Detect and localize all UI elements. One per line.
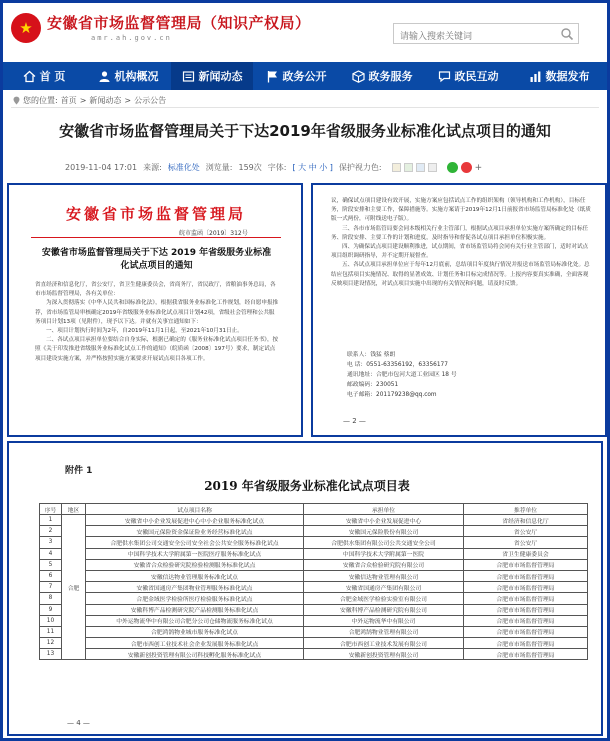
more-share-icon[interactable]: + xyxy=(474,162,483,173)
table-row xyxy=(40,604,588,615)
cell-project-name: 安徽新创投资管理有限公司科技孵化服务标准化试点 xyxy=(86,649,304,660)
cell-undertaker: 合肥市西创工业技术发展有限公司 xyxy=(304,638,464,649)
breadcrumb xyxy=(13,95,166,106)
site-title[interactable]: 安徽省市场监督管理局（知识产权局） xyxy=(47,14,311,32)
chart-icon xyxy=(529,70,542,83)
nav-gov-affairs[interactable] xyxy=(253,62,339,90)
cell-project-name: 中国科学技术大学附属第一医院医疗服务标准化试点 xyxy=(86,548,304,559)
phone-label: 电 话： xyxy=(347,362,367,368)
cell-recommender: 省经济和信息化厅 xyxy=(464,515,588,526)
share-bar xyxy=(447,162,483,173)
cell-project-name: 安徽省中小企业发展促进中心中小企业服务标准化试点 xyxy=(86,515,304,526)
col-header-recommender: 推荐单位 xyxy=(464,504,588,515)
chat-icon xyxy=(438,70,451,83)
cell-recommender: 合肥市市场监督管理局 xyxy=(464,559,588,570)
font-size-switcher[interactable]: [ 大 中 小 ] xyxy=(292,163,333,172)
swatch-green[interactable] xyxy=(404,163,413,172)
table-row xyxy=(40,548,588,559)
contact-email xyxy=(347,389,587,398)
cell-project-name: 安徽省国通房产集团物业管理服务标准化试点 xyxy=(86,582,304,593)
contact-person-label: 联系人： xyxy=(347,352,371,358)
attachment-label: 附件 1 xyxy=(65,466,93,476)
cell-index: 8 xyxy=(40,593,62,604)
cell-index: 12 xyxy=(40,638,62,649)
cell-recommender: 合肥市市场监督管理局 xyxy=(464,615,588,626)
document-page-2 xyxy=(311,183,607,437)
cell-recommender: 合肥市市场监督管理局 xyxy=(464,626,588,637)
doc-paragraph: 四、为确保试点项目建设顺利推进，试点期间，省市场监管局将会同有关行业主管部门，适时对试点项目组织调研指导，并不定期开展督查。 xyxy=(331,244,589,260)
contact-address xyxy=(347,369,587,378)
cell-project-name: 中外运物流华中有限公司合肥分公司仓储物流服务标准化试点 xyxy=(86,615,304,626)
address-label: 通讯地址： xyxy=(347,372,376,378)
search-icon[interactable] xyxy=(560,27,574,41)
nav-gov-services[interactable] xyxy=(339,62,425,90)
table-row xyxy=(40,515,588,526)
cell-undertaker: 合肥供水集团有限公司公共交通安全公司 xyxy=(304,537,464,548)
cell-recommender: 省公安厅 xyxy=(464,537,588,548)
pilot-project-table xyxy=(39,503,588,660)
cell-index: 13 xyxy=(40,649,62,660)
doc-paragraph: 为深入贯彻落实《中华人民共和国标准化法》，根据我省服务业标准化工作规划，经自愿申报推荐，省市场监管局审核确定2019年省级服务业标准化试点项目计划42项，省级社会管理和公共服务项目计划13项（见附件），现予以下达。并就有关事宜通知如下： xyxy=(35,300,279,325)
document-number: 皖市监函〔2019〕312号 xyxy=(179,230,248,237)
site-url: amr.ah.gov.cn xyxy=(91,34,172,42)
views-label: 浏览量: xyxy=(205,163,233,172)
contact-person xyxy=(347,349,587,358)
nav-data-release-label: 数据发布 xyxy=(545,70,590,83)
wechat-share-icon[interactable] xyxy=(447,162,458,173)
address-value: 合肥市包河大道工业园区 18 号 xyxy=(376,372,457,378)
nav-gov-services-label: 政务服务 xyxy=(368,70,413,83)
cell-project-name: 安徽信达物业管理服务标准化试点 xyxy=(86,570,304,581)
cell-undertaker: 合肥鸿鹄物业管理有限公司 xyxy=(304,626,464,637)
col-header-project: 试点项目名称 xyxy=(86,504,304,515)
cell-project-name: 安徽省合众检验研究院检验检测服务标准化试点 xyxy=(86,559,304,570)
doc-paragraph: 二、各试点项目承担单位要结合自身实际，根据已确定的《服务业标准化试点项目任务书》，按照《关于印发推进省级服务业标准化试点工作的通知》（皖质函〔2008〕197号）要求，制定试点项目建设实施方案，并严格按照实施方案要求开展试点项目各项工作。 xyxy=(35,337,279,362)
doc-paragraph: 省直经济和信息化厅，省公安厅，省卫生健康委员会，省商务厅，省民政厅，省粮油事务总局，各市市场监督管理局，各有关单位： xyxy=(35,282,276,298)
cell-index: 5 xyxy=(40,559,62,570)
cell-recommender: 省公安厅 xyxy=(464,526,588,537)
breadcrumb-home[interactable]: 首页 xyxy=(60,96,77,105)
document-body xyxy=(35,281,280,364)
cell-index: 3 xyxy=(40,537,62,548)
cell-recommender: 合肥市市场监督管理局 xyxy=(464,638,588,649)
cell-project-name: 合肥市西创工业技术社会企业发展服务标准化试点 xyxy=(86,638,304,649)
cell-undertaker: 中国科学技术大学附属第一医院 xyxy=(304,548,464,559)
cell-project-name: 安徽科博产品检测研究院产品检测服务标准化试点 xyxy=(86,604,304,615)
table-body xyxy=(40,515,588,660)
nav-organization[interactable] xyxy=(85,62,171,90)
red-letterhead: 安徽省市场监督管理局 xyxy=(65,205,246,223)
contact-postcode xyxy=(347,379,587,388)
document-page-3 xyxy=(7,441,603,736)
breadcrumb-separator: > xyxy=(124,96,132,105)
email-value: 201179238@qq.com xyxy=(376,392,437,398)
doc-paragraph: 三、各市市场监管局要会同本级相关行业主管部门，根据试点项目承担单位实施方案所确定的目标任务、阶段安排、主要工作的计划和进度，及时指导和督促各试点项目承担单位积极实施。 xyxy=(331,225,589,241)
cell-recommender: 合肥市市场监督管理局 xyxy=(464,649,588,660)
article-title: 安徽省市场监督管理局关于下达2019年省级服务业标准化试点项目的通知 xyxy=(59,122,551,140)
cell-index: 1 xyxy=(40,515,62,526)
main-nav xyxy=(3,62,607,90)
swatch-blue[interactable] xyxy=(416,163,425,172)
breadcrumb-prefix: 您的位置: xyxy=(23,96,58,105)
table-row xyxy=(40,638,588,649)
cell-index: 11 xyxy=(40,626,62,637)
contact-person-value: 钱猛 蔡朗 xyxy=(370,352,396,358)
nav-organization-label: 机构概况 xyxy=(114,70,159,83)
weibo-share-icon[interactable] xyxy=(461,162,472,173)
page-frame xyxy=(3,3,607,738)
cell-project-name: 合肥鸿鹄物业城市服务标准化试点 xyxy=(86,626,304,637)
table-row xyxy=(40,537,588,548)
site-header xyxy=(3,3,607,61)
cell-recommender: 合肥市市场监督管理局 xyxy=(464,604,588,615)
article-date: 2019-11-04 17:01 xyxy=(65,163,138,172)
cell-index: 9 xyxy=(40,604,62,615)
nav-home-label: 首 页 xyxy=(39,70,66,83)
cube-icon xyxy=(352,70,365,83)
cell-index: 6 xyxy=(40,570,62,581)
cell-project-name: 合肥金域医学检验所医疗检验服务标准化试点 xyxy=(86,593,304,604)
home-icon xyxy=(23,70,36,83)
nav-interaction[interactable] xyxy=(425,62,511,90)
cell-recommender: 合肥市市场监督管理局 xyxy=(464,593,588,604)
document-body xyxy=(331,197,593,289)
doc-paragraph: 议，确保试点项目建设有效开展，实施方案应包括试点工作的组织架构（领导机构和工作机构），目标任务，阶段安排和主要工作，保障措施等。实施方案请于2019年12月1日前报省市场监管局标准化处（纸质版一式两份，可附线送电子版）。 xyxy=(331,198,591,223)
cell-undertaker: 合肥金域医学检验实验室有限公司 xyxy=(304,593,464,604)
cell-undertaker: 安徽省合众检验研究院有限公司 xyxy=(304,559,464,570)
color-swatches xyxy=(392,163,437,172)
document-page-1 xyxy=(7,183,303,437)
cell-project-name: 合肥供水集团公司交通安全公司安全社会公共安全服务标准化试点 xyxy=(86,537,304,548)
cell-undertaker: 安徽信达物业管理有限公司 xyxy=(304,570,464,581)
nav-news-label: 新闻动态 xyxy=(198,70,243,83)
postcode-value: 230051 xyxy=(376,382,399,388)
cell-undertaker: 安徽国元保险股份有限公司 xyxy=(304,526,464,537)
cell-undertaker: 中外运物流华中有限公司 xyxy=(304,615,464,626)
cell-index: 7 xyxy=(40,582,62,593)
table-title: 2019 年省级服务业标准化试点项目表 xyxy=(204,479,410,493)
cell-project-name: 安徽国元保险资金保证险业务经营标准化试点 xyxy=(86,526,304,537)
table-row xyxy=(40,559,588,570)
phone-value: 0551-63356192，63356177 xyxy=(366,362,448,368)
table-row xyxy=(40,593,588,604)
news-icon xyxy=(182,70,195,83)
cell-index: 10 xyxy=(40,615,62,626)
table-row xyxy=(40,615,588,626)
page-number: — 2 — xyxy=(343,417,366,425)
article-source: 标准化处 xyxy=(167,163,200,172)
col-header-index: 序号 xyxy=(40,504,62,515)
swatch-gray[interactable] xyxy=(428,163,437,172)
nav-data-release[interactable] xyxy=(511,62,607,90)
nav-news[interactable] xyxy=(171,62,253,90)
flag-icon xyxy=(266,70,279,83)
table-row xyxy=(40,570,588,581)
nav-interaction-label: 政民互动 xyxy=(454,70,499,83)
email-label: 电子邮箱： xyxy=(347,392,376,398)
table-header-row xyxy=(40,504,588,515)
cell-region: 合肥 xyxy=(62,515,86,660)
postcode-label: 邮政编码： xyxy=(347,382,376,388)
page-number: — 4 — xyxy=(67,719,90,727)
breadcrumb-news[interactable]: 新闻动态 xyxy=(89,96,122,105)
cell-index: 2 xyxy=(40,526,62,537)
document-title: 安徽省市场监督管理局关于下达 2019 年省级服务业标准化试点项目的通知 xyxy=(41,248,272,271)
font-size-label: 字体: xyxy=(267,163,287,172)
breadcrumb-notices[interactable]: 公示公告 xyxy=(134,96,167,105)
breadcrumb-separator: > xyxy=(79,96,87,105)
cell-undertaker: 安徽新创投资管理有限公司 xyxy=(304,649,464,660)
red-rule-divider xyxy=(31,237,281,238)
breadcrumb-divider xyxy=(11,107,599,108)
table-row xyxy=(40,526,588,537)
user-icon xyxy=(98,70,111,83)
article-views: 159次 xyxy=(238,163,262,172)
swatch-beige[interactable] xyxy=(392,163,401,172)
cell-recommender: 省卫生健康委员会 xyxy=(464,548,588,559)
table-row xyxy=(40,649,588,660)
location-icon xyxy=(13,96,20,105)
search-box xyxy=(393,23,579,44)
cell-recommender: 合肥市市场监督管理局 xyxy=(464,570,588,581)
table-row xyxy=(40,582,588,593)
cell-recommender: 合肥市市场监督管理局 xyxy=(464,582,588,593)
doc-paragraph: 一、项目计划执行时间为2年，自2019年11月1日起，至2021年10月31日止。 xyxy=(46,328,243,335)
col-header-region: 地区 xyxy=(62,504,86,515)
source-label: 来源: xyxy=(143,163,162,172)
cell-index: 4 xyxy=(40,548,62,559)
col-header-undertaker: 承担单位 xyxy=(304,504,464,515)
eye-protection-label: 保护视力色: xyxy=(338,163,382,172)
table-row xyxy=(40,626,588,637)
cell-undertaker: 安徽科博产品检测研究院有限公司 xyxy=(304,604,464,615)
nav-gov-affairs-label: 政务公开 xyxy=(282,70,327,83)
search-input[interactable] xyxy=(394,28,554,47)
doc-paragraph: 五、各试点项目承担单位应于每年12月底前，总结项目年度执行情况并报送市场监管局标准化处。总结应包括项目实施情况、取得的显著成效、计划任务和目标完成情况等。上报内容要真实准确，全面客观反映项目建设情况，对试点项目实施中出现的有关情况和问题，请及时反馈。 xyxy=(331,262,590,287)
site-logo-emblem-icon[interactable]: ★ xyxy=(11,13,41,43)
cell-undertaker: 安徽省国通房产集团有限公司 xyxy=(304,582,464,593)
article-meta xyxy=(65,162,482,173)
contact-phone xyxy=(347,359,587,368)
cell-undertaker: 安徽省中小企业发展促进中心 xyxy=(304,515,464,526)
nav-home[interactable] xyxy=(3,62,85,90)
